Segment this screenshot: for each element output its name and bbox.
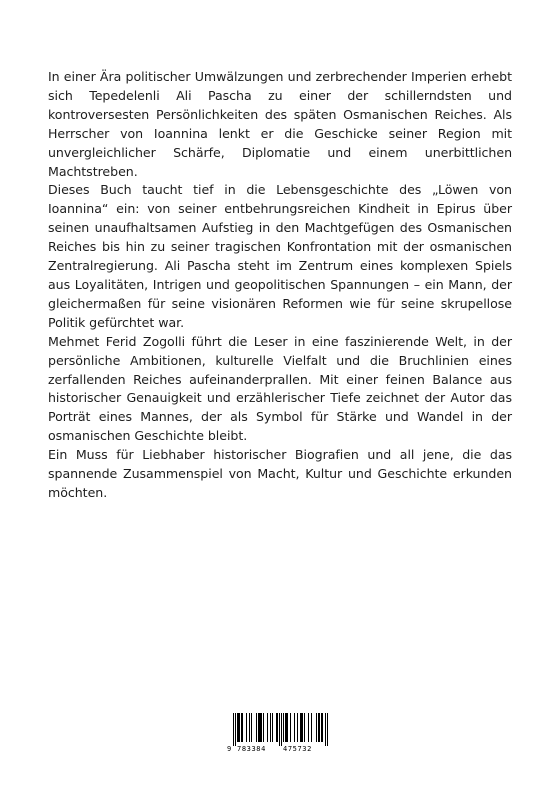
barcode-bar (270, 713, 271, 742)
barcode-bar (319, 713, 320, 742)
blurb-paragraph-2: Dieses Buch taucht tief in die Lebensgeschichte des „Löwen von Ioannina“ ein: von seiner entbehrungsreichen Kindheit in Epirus über seinen unaufhaltsamen Aufstieg in den Machtgefügen des Osmanischen Reiches bis hin zu seiner tragischen Konfrontation mit der osmanischen Zentralregierung. Ali Pascha steht im Zentrum eines komplexen Spiels aus Loyalitäten, Intrigen und geopolitischen Spannungen – ein Mann, der gleichermaßen für seine visionären Reformen wie für seine skrupellose Politik gefürchtet war. (48, 182, 512, 330)
barcode-bar (246, 713, 247, 742)
barcode-bar (301, 713, 302, 742)
barcode-bar (300, 713, 301, 742)
blurb-paragraph-1: In einer Ära politischer Umwälzungen und zerbrechender Imperien erhebt sich Tepedelenli Ali Pascha zu einer der schillerndsten und kontroversesten Persönlichkeiten des späten Osmanischen Reiches. Als Herrscher von Ioannina lenkt er die Geschicke seiner Region mit unvergleichlicher Schärfe, Diplomatie und einem unerbittlichen Machtstreben. (48, 69, 512, 179)
barcode-bar (286, 713, 287, 742)
barcode-bar (233, 713, 234, 746)
barcode-bar (290, 713, 291, 742)
barcode-bar (235, 713, 236, 746)
barcode-bar (241, 713, 242, 742)
barcode-bar (242, 713, 243, 742)
barcode-bar (239, 713, 240, 742)
barcode-bar (258, 713, 259, 742)
isbn-left-group: 783384 (237, 745, 266, 753)
barcode-bar (283, 713, 284, 742)
barcode-bar (277, 713, 278, 742)
barcode-bar (260, 713, 261, 742)
isbn-right-group: 475732 (283, 745, 312, 753)
barcode-bar (287, 713, 288, 742)
blurb-paragraph-4: Ein Muss für Liebhaber historischer Biografien und all jene, die das spannende Zusammenspiel von Macht, Kultur und Geschichte erkunden möchten. (48, 447, 512, 500)
barcode-bar (279, 713, 280, 746)
barcode-bar (238, 713, 239, 742)
barcode-bar (327, 713, 328, 746)
barcode-bars (233, 713, 328, 746)
barcode-bar (325, 713, 326, 746)
barcode-bar (261, 713, 262, 742)
barcode-bar (322, 713, 323, 742)
barcode-bar (302, 713, 303, 742)
barcode-bar (281, 713, 282, 746)
barcode-bar (285, 713, 286, 742)
barcode-bar (311, 713, 312, 742)
barcode-bar (267, 713, 268, 742)
barcode-bar (294, 713, 295, 742)
barcode-bar (263, 713, 264, 742)
isbn-barcode (227, 711, 333, 755)
barcode-bar (237, 713, 238, 742)
isbn-digits (227, 744, 333, 754)
blurb-paragraph-3: Mehmet Ferid Zogolli führt die Leser in eine faszinierende Welt, in der persönliche Ambitionen, kulturelle Vielfalt und die Bruchlinien eines zerfallenden Reiches aufeinanderprallen. Mit einer feinen Balance aus historischer Genauigkeit und erzählerischer Tiefe zeichnet der Autor das Porträt eines Mannes, der als Symbol für Stärke und Wandel in der osmanischen Geschichte bleibt. (48, 333, 512, 444)
blurb-text (48, 68, 512, 503)
barcode-bar (318, 713, 319, 742)
isbn-first-digit: 9 (227, 745, 232, 753)
barcode-bar (276, 713, 277, 742)
barcode-bar (297, 713, 298, 742)
barcode-bar (304, 713, 305, 742)
barcode-bar (308, 713, 309, 742)
barcode-bar (256, 713, 257, 742)
barcode-bar (272, 713, 273, 742)
barcode-bar (259, 713, 260, 742)
barcode-bar (316, 713, 317, 742)
barcode-bar (249, 713, 250, 742)
barcode-bar (251, 713, 252, 742)
barcode-bar (321, 713, 322, 742)
